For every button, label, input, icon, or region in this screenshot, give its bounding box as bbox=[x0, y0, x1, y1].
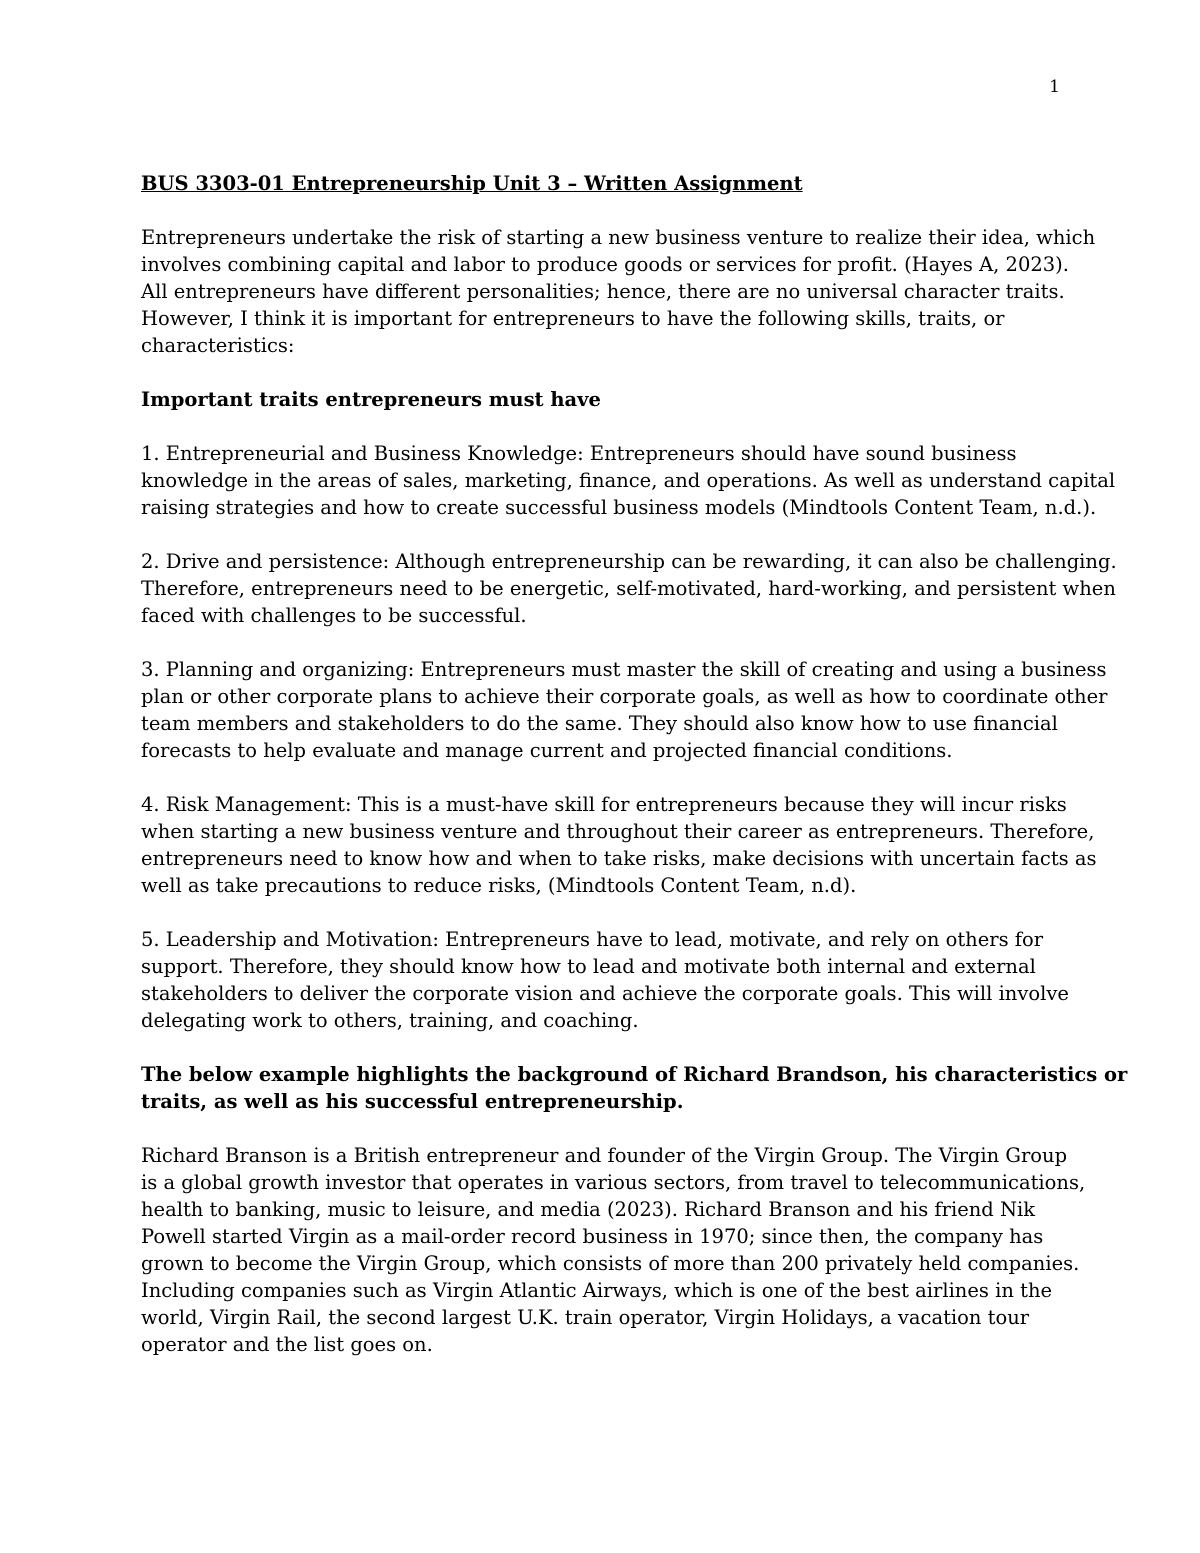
branson-line: operator and the list goes on. bbox=[141, 1333, 433, 1356]
example-heading-line: The below example highlights the background of Richard Brandson, his characteristics or bbox=[141, 1063, 1128, 1086]
intro-line: All entrepreneurs have different personalities; hence, there are no universal character traits. bbox=[141, 280, 1065, 303]
traits-heading: Important traits entrepreneurs must have bbox=[141, 388, 601, 411]
trait-line: forecasts to help evaluate and manage current and projected financial conditions. bbox=[141, 739, 953, 762]
trait-line: knowledge in the areas of sales, marketing, finance, and operations. As well as understand capital bbox=[141, 469, 1116, 492]
trait-paragraph-leadership bbox=[141, 926, 1069, 1034]
branson-line: Richard Branson is a British entrepreneur and founder of the Virgin Group. The Virgin Group bbox=[141, 1144, 1068, 1167]
branson-line: is a global growth investor that operates in various sectors, from travel to telecommunications, bbox=[141, 1171, 1086, 1194]
trait-line: Therefore, entrepreneurs need to be energetic, self-motivated, hard-working, and persistent when bbox=[141, 577, 1116, 600]
trait-line: support. Therefore, they should know how to lead and motivate both internal and external bbox=[141, 955, 1036, 978]
trait-line: well as take precautions to reduce risks, (Mindtools Content Team, n.d). bbox=[141, 874, 857, 897]
branson-line: Including companies such as Virgin Atlantic Airways, which is one of the best airlines in the bbox=[141, 1279, 1053, 1302]
trait-line: 3. Planning and organizing: Entrepreneurs must master the skill of creating and using a business bbox=[141, 658, 1107, 681]
example-heading bbox=[141, 1061, 1128, 1115]
intro-line: However, I think it is important for entrepreneurs to have the following skills, traits, or bbox=[141, 307, 1005, 330]
trait-line: plan or other corporate plans to achieve their corporate goals, as well as how to coordinate other bbox=[141, 685, 1108, 708]
intro-line: Entrepreneurs undertake the risk of starting a new business venture to realize their idea, which bbox=[141, 226, 1096, 249]
trait-paragraph-planning bbox=[141, 656, 1108, 764]
branson-line: world, Virgin Rail, the second largest U.K. train operator, Virgin Holidays, a vacation tour bbox=[141, 1306, 1030, 1329]
branson-paragraph bbox=[141, 1142, 1086, 1358]
trait-paragraph-risk bbox=[141, 791, 1097, 899]
branson-line: grown to become the Virgin Group, which consists of more than 200 privately held companies. bbox=[141, 1252, 1080, 1275]
trait-line: 5. Leadership and Motivation: Entrepreneurs have to lead, motivate, and rely on others for bbox=[141, 928, 1044, 951]
page-number: 1 bbox=[1049, 77, 1060, 97]
intro-line: involves combining capital and labor to produce goods or services for profit. (Hayes A, 2023). bbox=[141, 253, 1069, 276]
trait-line: when starting a new business venture and throughout their career as entrepreneurs. Therefore, bbox=[141, 820, 1095, 843]
trait-paragraph-drive bbox=[141, 548, 1117, 629]
trait-line: 2. Drive and persistence: Although entrepreneurship can be rewarding, it can also be challenging. bbox=[141, 550, 1117, 573]
branson-line: Powell started Virgin as a mail-order record business in 1970; since then, the company has bbox=[141, 1225, 1044, 1248]
trait-line: raising strategies and how to create successful business models (Mindtools Content Team, n.d.). bbox=[141, 496, 1097, 519]
trait-line: 4. Risk Management: This is a must-have skill for entrepreneurs because they will incur risks bbox=[141, 793, 1067, 816]
trait-line: team members and stakeholders to do the same. They should also know how to use financial bbox=[141, 712, 1058, 735]
intro-paragraph bbox=[141, 224, 1096, 359]
example-heading-line: traits, as well as his successful entrepreneurship. bbox=[141, 1090, 684, 1113]
document-body bbox=[141, 170, 1128, 1385]
trait-line: 1. Entrepreneurial and Business Knowledge: Entrepreneurs should have sound business bbox=[141, 442, 1017, 465]
trait-paragraph-knowledge bbox=[141, 440, 1116, 521]
branson-line: health to banking, music to leisure, and media (2023). Richard Branson and his friend Nik bbox=[141, 1198, 1036, 1221]
trait-line: stakeholders to deliver the corporate vision and achieve the corporate goals. This will involve bbox=[141, 982, 1069, 1005]
trait-line: faced with challenges to be successful. bbox=[141, 604, 527, 627]
intro-line: characteristics: bbox=[141, 334, 295, 357]
trait-line: entrepreneurs need to know how and when to take risks, make decisions with uncertain facts as bbox=[141, 847, 1097, 870]
trait-line: delegating work to others, training, and coaching. bbox=[141, 1009, 639, 1032]
document-title: BUS 3303-01 Entrepreneurship Unit 3 – Written Assignment bbox=[141, 172, 803, 195]
